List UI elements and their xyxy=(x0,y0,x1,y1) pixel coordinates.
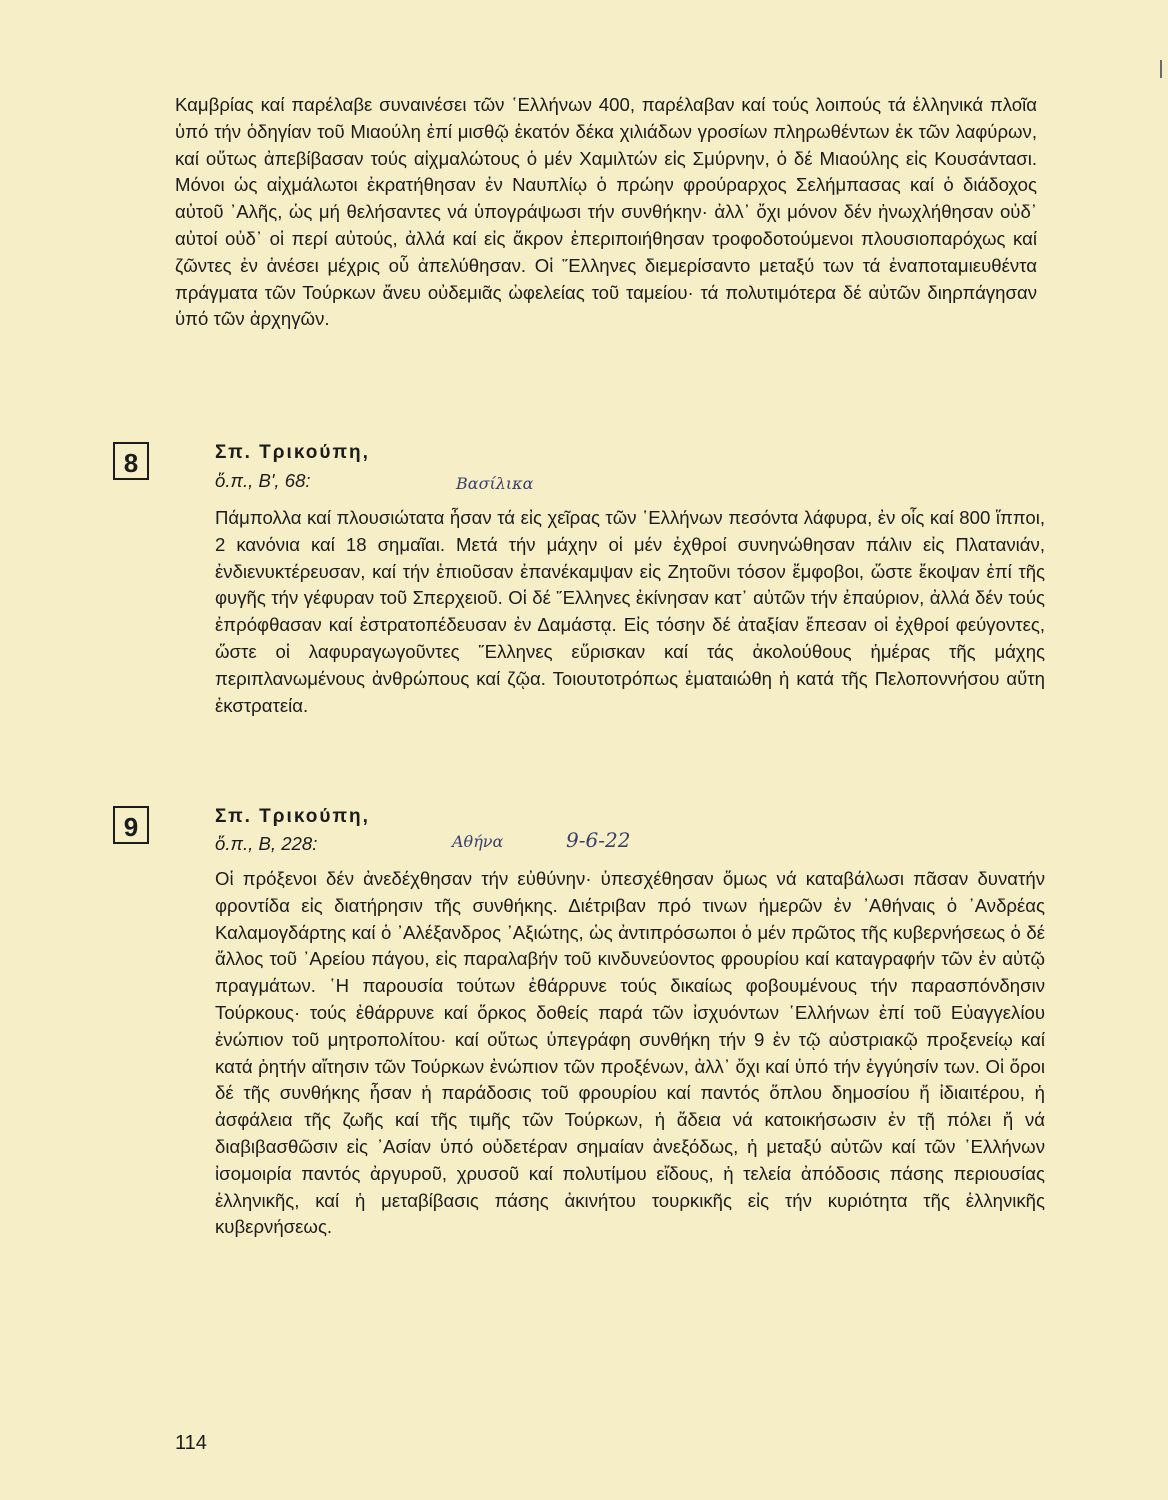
handwritten-note: Βασίλικα xyxy=(456,474,534,493)
handwritten-date: 9-6-22 xyxy=(566,828,631,852)
section-number: 8 xyxy=(123,448,139,478)
section-number: 9 xyxy=(123,812,139,842)
page-edge-mark xyxy=(1160,60,1162,78)
source-author: Σπ. Τρικούπη, xyxy=(215,442,370,463)
source-reference: ὅ.π., Β, 228: xyxy=(215,833,318,854)
section-text: Πάμπολλα καί πλουσιώτατα ἦσαν τά εἰς χεῖρας τῶν ῾Ελλήνων πεσόντα λάφυρα, ἐν οἷς καί 800 ἵπποι, 2 κανόνια καί 18 σημαῖαι. Μετά τήν μάχην οἱ μέν ἐχθροί συνηνώθησαν πάλιν εἰς Πλατανιάν, ἐνδιενυκτέρευσαν, καί τήν ἐπιοῦσαν ἐπανέκαμψαν εἰς Ζητοῦνι τόσον ἔμφοβοι, ὥστε ἔκοψαν ἐπί τῆς φυγῆς τήν γέφυραν τοῦ Σπερχειοῦ. Οἱ δέ ῞Ελληνες ἐκίνησαν κατ᾽ αὐτῶν τήν ἐπαύριον, ἀλλά δέν τούς ἐπρόφθασαν καί ἐστρατοπέδευσαν ἐν Δαμάστᾳ. Εἰς τόσην δέ ἀταξίαν ἔπεσαν οἱ ἐχθροί φεύγοντες, ὥστε οἱ λαφυραγωγοῦντες ῞Ελληνες εὕρισκαν καί τάς ἀκολούθους ἡμέρας τῆς μάχης περιπλανωμένους ἀνθρώπους καί ζῷα. Τοιουτοτρόπως ἐματαιώθη ἡ κατά τῆς Πελοποννήσου αὕτη ἐκστρατεία. xyxy=(215,507,1045,716)
section-text: Οἱ πρόξενοι δέν ἀνεδέχθησαν τήν εὐθύνην· ὑπεσχέθησαν ὅμως νά καταβάλωσι πᾶσαν δυνατήν φροντίδα εἰς διατήρησιν τῆς συνθήκης. Διέτριβαν πρό τινων ἡμερῶν ἐν ᾿Αθήναις ὁ ᾿Ανδρέας Καλαμογδάρτης καί ὁ ᾿Αλέξανδρος ᾿Αξιώτης, ὡς ἀντιπρόσωποι ὁ μέν πρῶτος τῆς κυβερνήσεως ὁ δέ ἄλλος τοῦ ᾿Αρείου πάγου, εἰς παραλαβήν τοῦ κινδυνεύοντος φρουρίου καί καταγραφήν τῶν ἐν αὐτῷ πραγμάτων. ῾Η παρουσία τούτων ἐθάρρυνε τούς δικαίως φοβουμένους τήν παρασπόνδησιν Τούρκους· τούς ἐθάρρυνε καί ὅρκος δοθείς παρά τῶν ἰσχυόντων ῾Ελλήνων ἐπί τοῦ Εὐαγγελίου ἐνώπιον τοῦ μητροπολίτου· καί οὕτως ὑπεγράφη συνθήκη τήν 9 ἐν τῷ αὐστριακῷ προξενείῳ καί κατά ῥητήν αἴτησιν τῶν Τούρκων ἐνώπιον τῶν προξένων, ἀλλ᾽ ὄχι καί ὑπό τήν ἐγγύησίν των. Οἱ ὅροι δέ τῆς συνθήκης ἦσαν ἡ παράδοσις τοῦ φρουρίου καί παντός ὅπλου δημοσίου ἤ ἰδιαιτέρου, ἡ ἀσφάλεια τῆς ζωῆς καί τῆς τιμῆς τῶν Τούρκων, ἡ ἄδεια νά κατοικήσωσιν ἐν τῇ πόλει ἤ νά διαβιβασθῶσιν εἰς ᾿Ασίαν ὑπό οὐδετέραν σημαίαν ἀνεξόδως, ἡ μεταξύ αὐτῶν καί τῶν ῾Ελλήνων ἰσομοιρία παντός ἀργυροῦ, χρυσοῦ καί πολυτίμου εἴδους, ἡ τελεία ἀπόδοσις πάσης περιουσίας ἑλληνικῆς, καί ἡ μεταβίβασις πάσης ἀκινήτου τουρκικῆς εἰς τήν κυριότητα τῆς ἑλληνικῆς κυβερνήσεως. xyxy=(215,868,1045,1238)
source-reference: ὅ.π., Β', 68: xyxy=(215,470,311,491)
section-number-box xyxy=(113,442,149,480)
handwritten-note: Αθήνα xyxy=(452,832,504,851)
intro-paragraph: Καμβρίας καί παρέλαβε συναινέσει τῶν ῾Ελλήνων 400, παρέλαβαν καί τούς λοιπούς τά ἑλληνικά πλοῖα ὑπό τήν ὁδηγίαν τοῦ Μιαούλη ἐπί μισθῷ ἑκατόν δέκα χιλιάδων γροσίων πληρωθέντων ἐκ τῶν λαφύρων, καί οὕτως ἀπεβίβασαν τούς αἰχμαλώτους ὁ μέν Χαμιλτών εἰς Σμύρνην, ὁ δέ Μιαούλης εἰς Κουσάντασι. Μόνοι ὡς αἰχμάλωτοι ἐκρατήθησαν ἐν Ναυπλίῳ ὁ πρώην φρούραρχος Σελήμπασας καί ὁ διάδοχος αὐτοῦ ᾿Αλῆς, ὡς μή θελήσαντες νά ὑπογράψωσι τήν συνθήκην· ἀλλ᾽ ὄχι μόνον δέν ἠνωχλήθησαν οὐδ᾽ αὐτοί οὐδ᾽ οἱ περί αὐτούς, ἀλλά καί εἰς ἄκρον ἐπεριποιήθησαν τροφοδοτούμενοι πλουσιοπαρόχως καί ζῶντες ἐν ἀνέσει μέχρις οὗ ἀπελύθησαν. Οἱ ῞Ελληνες διεμερίσαντο μεταξύ των τά ἐναποταμιευθέντα πράγματα τῶν Τούρκων ἄνευ οὐδεμιᾶς ὠφελείας τοῦ ταμείου· τά πολυτιμότερα δέ αὐτῶν διηρπάγησαν ὑπό τῶν ἀρχηγῶν. xyxy=(175,94,1037,330)
page-number: 114 xyxy=(175,1432,207,1454)
source-author: Σπ. Τρικούπη, xyxy=(215,806,370,827)
section-number-box xyxy=(113,806,149,844)
